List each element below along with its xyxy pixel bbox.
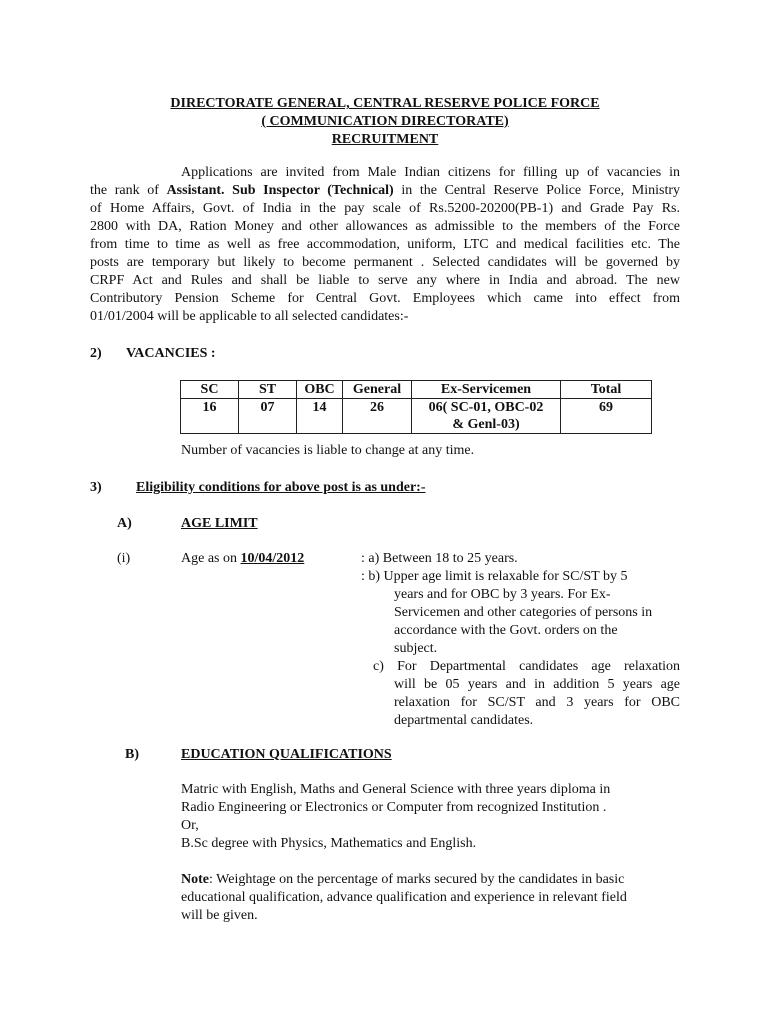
table-header-cell: General	[343, 381, 412, 399]
header-line-1: DIRECTORATE GENERAL, CENTRAL RESERVE POLICE FORCE	[170, 96, 600, 111]
age-condition-line: will be 05 years and in addition 5 years age	[394, 677, 680, 692]
table-cell: 69	[561, 399, 652, 434]
intro-line: Applications are invited from Male Indian citizens for filling up of vacancies in	[181, 165, 680, 180]
age-condition-line: : b) Upper age limit is relaxable for SC/ST by 5	[361, 569, 628, 584]
education-line: B.Sc degree with Physics, Mathematics and English.	[181, 836, 477, 851]
age-condition-line: c) For Departmental candidates age relaxation	[373, 659, 680, 674]
education-line: Matric with English, Maths and General Science with three years diploma in	[181, 782, 611, 797]
vacancies-title: VACANCIES :	[126, 346, 216, 361]
education-line: Radio Engineering or Electronics or Computer from recognized Institution .	[181, 800, 607, 815]
age-date: 10/04/2012	[240, 551, 305, 566]
vacancies-number: 2)	[90, 346, 102, 361]
table-row	[181, 399, 652, 434]
note-line: will be given.	[181, 908, 258, 923]
table-header-cell: ST	[239, 381, 297, 399]
table-cell: 16	[181, 399, 239, 434]
vacancies-table	[180, 380, 652, 434]
age-label: A)	[117, 516, 132, 531]
table-header-cell: OBC	[297, 381, 343, 399]
table-header-cell: Ex-Servicemen	[412, 381, 561, 399]
age-condition-line: departmental candidates.	[394, 713, 534, 728]
vacancies-note: Number of vacancies is liable to change at any time.	[181, 443, 475, 458]
eligibility-title: Eligibility conditions for above post is as under:-	[136, 480, 426, 495]
education-body	[181, 781, 681, 853]
table-cell: 07	[239, 399, 297, 434]
age-condition-line: relaxation for SC/ST and 3 years for OBC	[394, 695, 680, 710]
table-cell: 06( SC-01, OBC-02 & Genl-03)	[412, 399, 561, 434]
note-line: educational qualification, advance qualification and experience in relevant field	[181, 890, 627, 905]
age-condition-line: Servicemen and other categories of persons in	[394, 605, 653, 620]
intro-line: posts are temporary but likely to become permanent . Selected candidates will be governed by	[90, 255, 680, 270]
header-line-2: ( COMMUNICATION DIRECTORATE)	[261, 114, 509, 129]
age-condition-line: years and for OBC by 3 years. For Ex-	[394, 587, 611, 602]
header-line-3: RECRUITMENT	[331, 132, 439, 147]
intro-paragraph	[90, 164, 680, 326]
intro-line: 2800 with DA, Ration Money and other allowances as admissible to the members of the Force	[90, 219, 680, 234]
age-condition-line: : a) Between 18 to 25 years.	[361, 551, 518, 566]
education-title: EDUCATION QUALIFICATIONS	[181, 747, 392, 762]
age-condition-c	[373, 658, 680, 730]
age-condition-line: subject.	[394, 641, 438, 656]
note-line: Note: Weightage on the percentage of marks secured by the candidates in basic	[181, 872, 625, 887]
age-item-number: (i)	[117, 551, 131, 566]
education-line: Or,	[181, 818, 199, 833]
education-label: B)	[125, 747, 139, 762]
table-header-cell: Total	[561, 381, 652, 399]
table-cell: 14	[297, 399, 343, 434]
age-condition-line: accordance with the Govt. orders on the	[394, 623, 618, 638]
eligibility-number: 3)	[90, 480, 102, 495]
post-name: Assistant. Sub Inspector (Technical)	[166, 183, 394, 198]
age-title: AGE LIMIT	[181, 516, 258, 531]
note-label: Note	[181, 872, 209, 887]
table-cell: 26	[343, 399, 412, 434]
table-header-cell: SC	[181, 381, 239, 399]
table-header-row	[181, 381, 652, 399]
age-as-on: Age as on 10/04/2012	[181, 551, 305, 566]
intro-line: CRPF Act and Rules and shall be liable to serve any where in India and abroad. The new	[90, 273, 680, 288]
intro-line: of Home Affairs, Govt. of India in the pay scale of Rs.5200-20200(PB-1) and Grade Pay Rs.	[90, 201, 680, 216]
intro-line: from time to time as well as free accommodation, uniform, LTC and medical facilities etc. The	[90, 237, 680, 252]
intro-line: the rank of Assistant. Sub Inspector (Technical) in the Central Reserve Police Force, Ministry	[90, 183, 681, 198]
intro-line: 01/01/2004 will be applicable to all selected candidates:-	[90, 309, 409, 324]
intro-line: Contributory Pension Scheme for Central Govt. Employees which came into effect from	[90, 291, 680, 306]
education-note	[181, 871, 681, 925]
age-conditions	[361, 550, 681, 658]
